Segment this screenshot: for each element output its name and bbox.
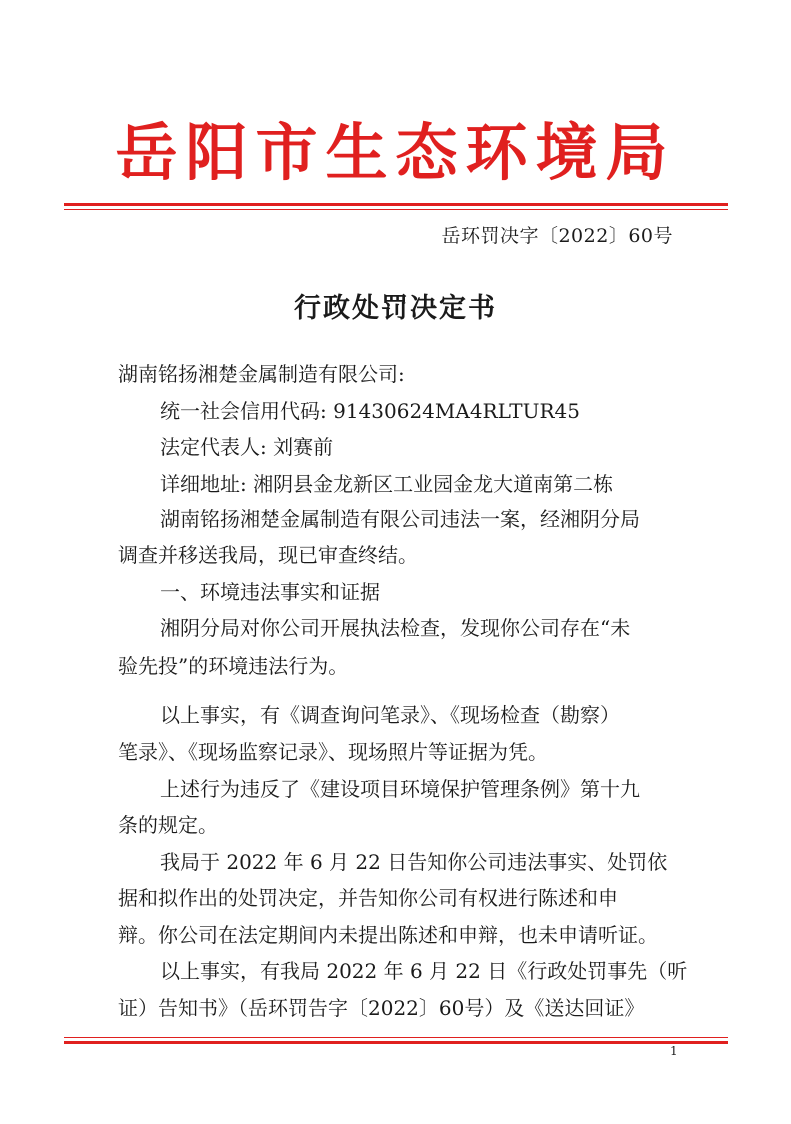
- credit-code: 统一社会信用代码: 91430624MA4RLTUR45: [160, 399, 580, 423]
- doc-title: 行政处罚决定书: [294, 293, 497, 324]
- doc-number: 岳环罚决字〔2022〕60号: [441, 225, 673, 247]
- fact-line-2: 验先投”的环境违法行为。: [118, 654, 349, 678]
- violation-line-1: 上述行为违反了《建设项目环境保护管理条例》第十九: [160, 777, 640, 801]
- legal-representative: 法定代表人: 刘赛前: [160, 435, 334, 459]
- fact-line-1: 湘阴分局对你公司开展执法检查，发现你公司存在“未: [160, 616, 631, 640]
- proof-line-2: 证）告知书》（岳环罚告字〔2022〕60号）及《送达回证》: [118, 996, 645, 1020]
- header-rule-thick: [64, 203, 728, 206]
- section-heading: 一、环境违法事实和证据: [160, 580, 380, 604]
- intro-line-2: 调查并移送我局，现已审查终结。: [118, 543, 418, 567]
- footer-rule-thick: [64, 1041, 728, 1044]
- intro-line-1: 湖南铭扬湘楚金属制造有限公司违法一案，经湘阴分局: [160, 507, 640, 531]
- notice-line-1: 我局于 2022 年 6 月 22 日告知你公司违法事实、处罚依: [160, 850, 668, 874]
- notice-line-3: 辩。你公司在法定期间内未提出陈述和申辩，也未申请听证。: [118, 923, 658, 947]
- evidence-line-1: 以上事实，有《调查询问笔录》、《现场检查（勘察）: [160, 703, 620, 727]
- detailed-address: 详细地址: 湘阴县金龙新区工业园金龙大道南第二栋: [160, 472, 614, 496]
- proof-line-1: 以上事实，有我局 2022 年 6 月 22 日《行政处罚事先（听: [160, 959, 688, 983]
- notice-line-2: 据和拟作出的处罚决定，并告知你公司有权进行陈述和申: [118, 886, 618, 910]
- footer-rule-thin: [64, 1037, 728, 1038]
- header-rule-thin: [64, 209, 728, 210]
- violation-line-2: 条的规定。: [118, 813, 218, 837]
- page-number: 1: [670, 1044, 678, 1058]
- agency-header: 岳阳市生态环境局: [115, 116, 676, 189]
- evidence-line-2: 笔录》、《现场监察记录》、现场照片等证据为凭。: [118, 740, 548, 764]
- party-name: 湖南铭扬湘楚金属制造有限公司:: [118, 362, 405, 386]
